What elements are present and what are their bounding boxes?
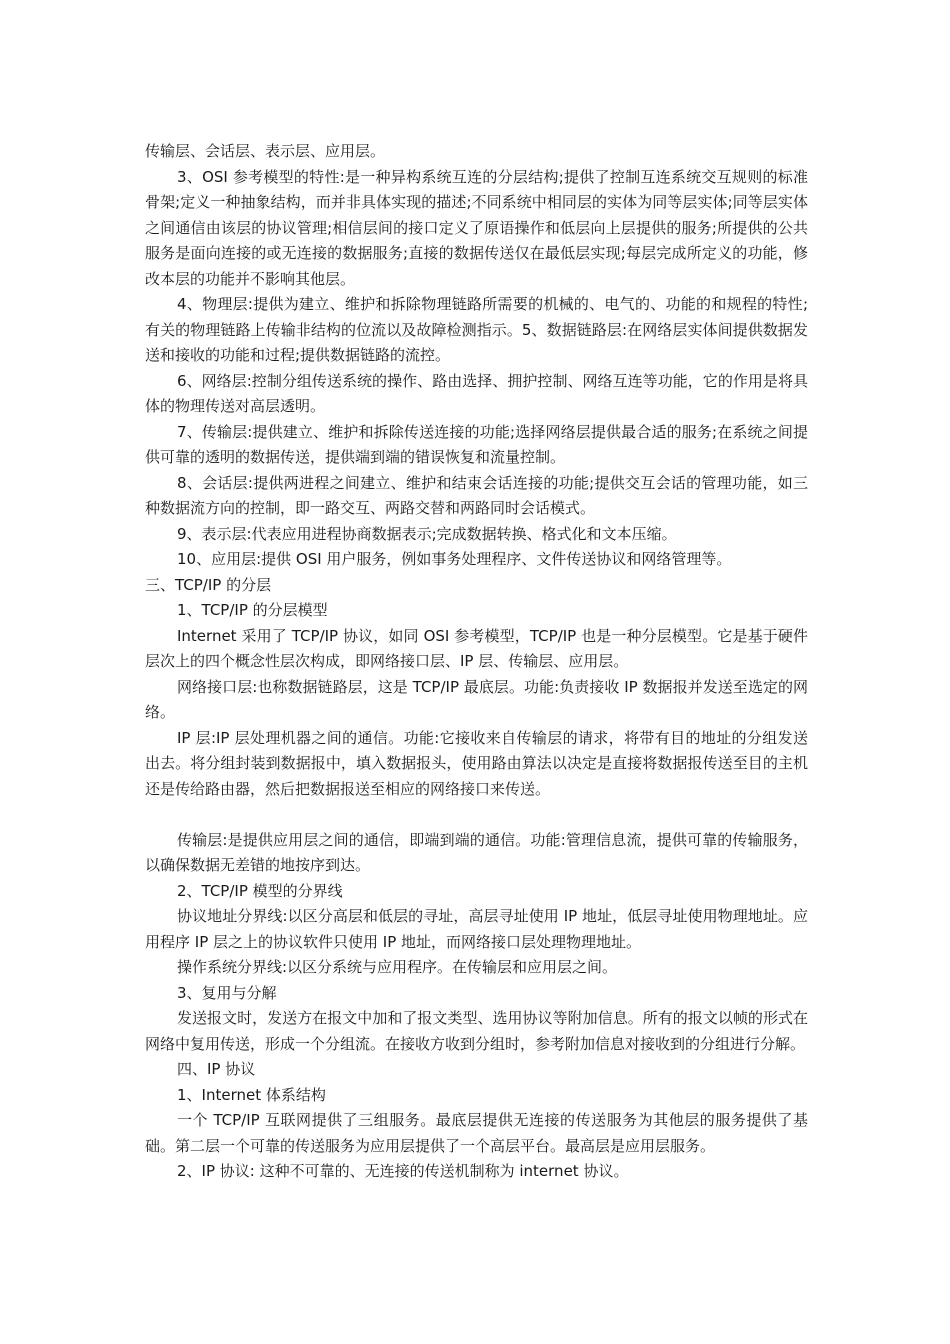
paragraph-tcpip-transport-layer: 传输层:是提供应用层之间的通信，即端到端的通信。功能:管理信息流，提供可靠的传输服务，以确保数据无差错的地按序到达。 <box>145 830 808 874</box>
paragraph-ip-layer: IP 层:IP 层处理机器之间的通信。功能:它接收来自传输层的请求，将带有目的地址的分组发送出去。将分组封装到数据报中，填入数据报头，使用路由算法以决定是直接将数据报传送至目的主机还是传给路由器，然后把数据报送至相应的网络接口来传送。 <box>145 728 808 798</box>
paragraph-ip-definition: 2、IP 协议: 这种不可靠的、无连接的传送机制称为 internet 协议。 <box>177 1162 629 1180</box>
paragraph-application-layer: 10、应用层:提供 OSI 用户服务，例如事务处理程序、文件传送协议和网络管理等。 <box>177 550 732 568</box>
paragraph-network-interface-layer: 网络接口层:也称数据链路层，这是 TCP/IP 最底层。功能:负责接收 IP 数据报并发送至选定的网络。 <box>145 677 808 721</box>
paragraph-presentation-layer: 9、表示层:代表应用进程协商数据表示;完成数据转换、格式化和文本压缩。 <box>177 524 677 543</box>
document-page <box>145 139 808 1185</box>
subheading-internet-architecture: 1、Internet 体系结构 <box>177 1085 326 1104</box>
section-heading-ip-protocol: 四、IP 协议 <box>177 1060 256 1078</box>
paragraph-network-layer: 6、网络层:控制分组传送系统的操作、路由选择、拥护控制、网络互连等功能，它的作用是将具体的物理传送对高层透明。 <box>145 371 808 415</box>
paragraph-address-boundary: 协议地址分界线:以区分高层和低层的寻址，高层寻址使用 IP 地址，低层寻址使用物理地址。应用程序 IP 层之上的协议软件只使用 IP 地址，而网络接口层处理物理地址。 <box>145 907 808 951</box>
paragraph-transport-layer: 7、传输层:提供建立、维护和拆除传送连接的功能;选择网络层提供最合适的服务;在系统之间提供可靠的透明的数据传送，提供端到端的错误恢复和流量控制。 <box>145 422 808 466</box>
subheading-tcpip-model: 1、TCP/IP 的分层模型 <box>177 601 328 619</box>
section-heading-tcpip-layering: 三、TCP/IP 的分层 <box>145 575 272 594</box>
subheading-model-boundaries: 2、TCP/IP 模型的分界线 <box>177 881 343 900</box>
blank-line <box>145 802 808 828</box>
paragraph-os-boundary: 操作系统分界线:以区分系统与应用程序。在传输层和应用层之间。 <box>177 958 618 976</box>
paragraph-internet-tcpip: Internet 采用了 TCP/IP 协议，如同 OSI 参考模型，TCP/IP 也是一种分层模型。它是基于硬件层次上的四个概念性层次构成，即网络接口层、IP 层、传输层、应用层。 <box>145 626 808 670</box>
subheading-multiplexing: 3、复用与分解 <box>177 983 277 1002</box>
paragraph-layers-list: 传输层、会话层、表示层、应用层。 <box>145 142 386 160</box>
paragraph-osi-characteristics: 3、OSI 参考模型的特性:是一种异构系统互连的分层结构;提供了控制互连系统交互规则的标准骨架;定义一种抽象结构，而并非具体实现的描述;不同系统中相同层的实体为同等层实体;同等层实体之间通信由该层的协议管理;相信层间的接口定义了原语操作和低层向上层提供的服务;所提供的公共服务是面向连接的或无连接的数据服务;直接的数据传送仅在最低层实现;每层完成所定义的功能，修改本层的功能并不影响其他层。 <box>145 167 808 288</box>
paragraph-internet-services: 一个 TCP/IP 互联网提供了三组服务。最底层提供无连接的传送服务为其他层的服务提供了基础。第二层一个可靠的传送服务为应用层提供了一个高层平台。最高层是应用层服务。 <box>145 1111 808 1155</box>
paragraph-physical-layer: 4、物理层:提供为建立、维护和拆除物理链路所需要的机械的、电气的、功能的和规程的特性;有关的物理链路上传输非结构的位流以及故障检测指示。5、数据链路层:在网络层实体间提供数据发送和接收的功能和过程;提供数据链路的流控。 <box>145 295 808 364</box>
paragraph-multiplexing: 发送报文时，发送方在报文中加和了报文类型、选用协议等附加信息。所有的报文以帧的形式在网络中复用传送，形成一个分组流。在接收方收到分组时，参考附加信息对接收到的分组进行分解。 <box>145 1009 808 1053</box>
paragraph-session-layer: 8、会话层:提供两进程之间建立、维护和结束会话连接的功能;提供交互会话的管理功能，如三种数据流方向的控制，即一路交互、两路交替和两路同时会话模式。 <box>145 473 808 517</box>
